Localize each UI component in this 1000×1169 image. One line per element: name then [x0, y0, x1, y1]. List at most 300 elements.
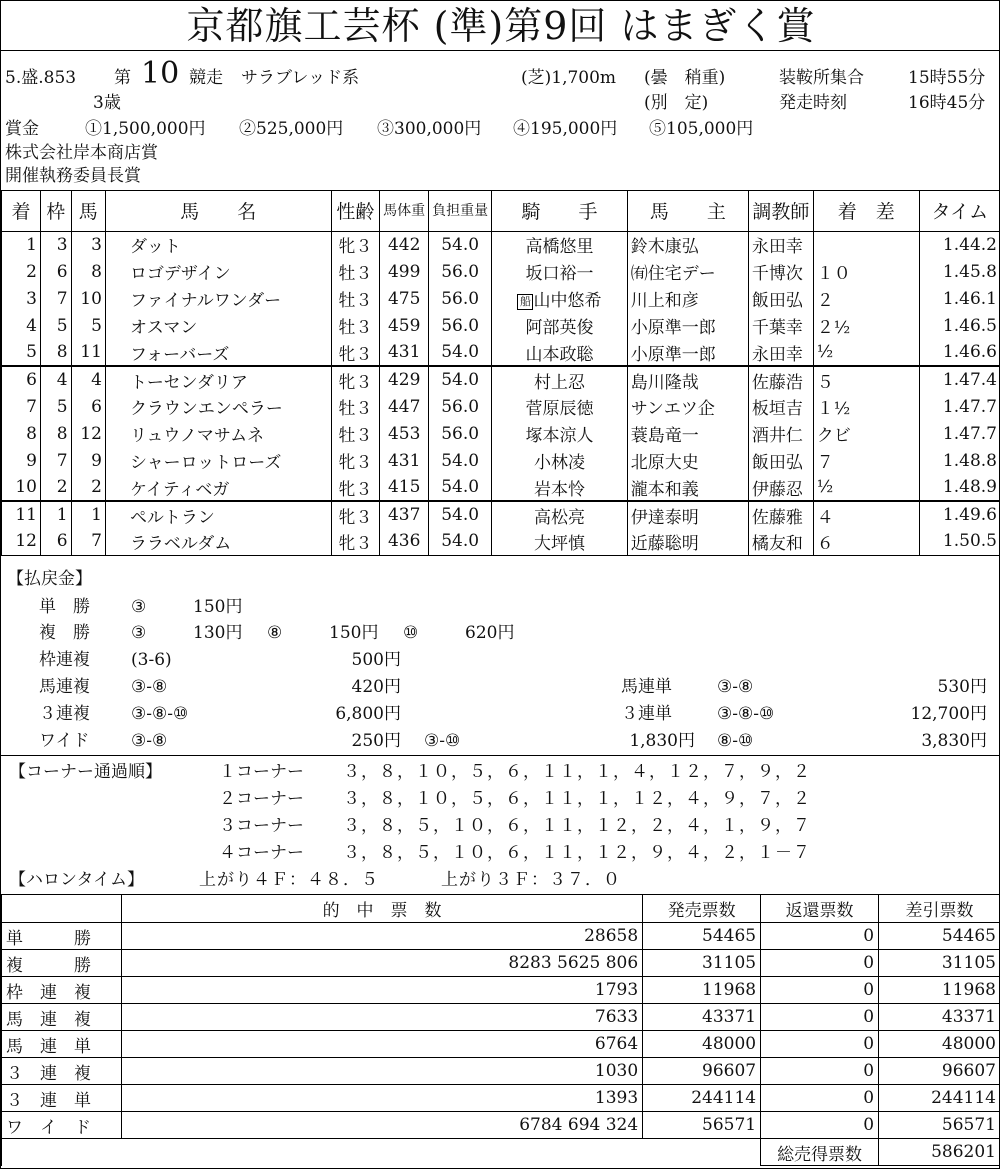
cell-trainer: 永田幸	[748, 231, 813, 258]
result-row	[2, 231, 1000, 258]
result-row	[2, 312, 1000, 339]
race-info	[1, 51, 1000, 191]
cell-horse: トーセンダリア	[105, 366, 331, 393]
cell-waku: 8	[40, 420, 71, 447]
wide-amount-3: 3,830円	[921, 731, 987, 751]
cell-owner: 小原準一郎	[627, 312, 748, 339]
cell-trainer: 飯田弘	[748, 447, 813, 474]
cell-pos: 12	[2, 528, 41, 555]
sales-cell-sold: 96607	[643, 1058, 761, 1085]
sales-cell-hit: 7633	[121, 1004, 642, 1031]
result-row	[2, 528, 1000, 555]
cell-jockey: 塚本涼人	[492, 420, 628, 447]
wakuren-label: 枠連複	[39, 650, 90, 670]
cell-sexage: 牡３	[331, 285, 380, 312]
umaren-amount: 420円	[351, 677, 401, 697]
cell-trainer: 橘友和	[748, 528, 813, 555]
cell-owner: 島川隆哉	[627, 366, 748, 393]
cell-trainer: 佐藤浩	[748, 366, 813, 393]
sales-row	[2, 1112, 1000, 1139]
sales-cell-net: 43371	[879, 1004, 1000, 1031]
cell-sexage: 牝３	[331, 528, 380, 555]
furlong-heading: 【ハロンタイム】	[9, 870, 144, 890]
cell-num: 11	[71, 339, 105, 366]
cell-sexage: 牝３	[331, 474, 380, 501]
cell-load: 54.0	[429, 366, 492, 393]
sales-cell-refund: 0	[761, 1058, 879, 1085]
cell-trainer: 酒井仁	[748, 420, 813, 447]
cell-time: 1.46.6	[919, 339, 1000, 366]
cell-margin: １½	[813, 393, 919, 420]
sales-cell-sold: 11968	[643, 977, 761, 1004]
cell-pos: 9	[2, 447, 41, 474]
cell-margin: ２½	[813, 312, 919, 339]
cell-jockey: 大坪慎	[492, 528, 628, 555]
sales-row	[2, 950, 1000, 977]
cell-waku: 3	[40, 231, 71, 258]
result-row	[2, 366, 1000, 393]
cell-horse: ロゴデザイン	[105, 258, 331, 285]
cell-num: 7	[71, 528, 105, 555]
start-label: 発走時刻	[779, 93, 847, 113]
cell-num: 6	[71, 393, 105, 420]
sales-cell-hit: 1793	[121, 977, 642, 1004]
sales-total-value: 586201	[879, 1139, 1000, 1166]
result-row	[2, 258, 1000, 285]
cell-jockey: 村上忍	[492, 366, 628, 393]
fukusho-combo-1: ③	[131, 623, 147, 643]
sales-cell-net: 31105	[879, 950, 1000, 977]
sales-corner-cell	[2, 895, 122, 923]
sales-cell-label: 単 勝	[2, 923, 122, 950]
corner-4-order: ３，８，５，１０，６，１１，１２，９，４，２，１－７	[343, 843, 811, 863]
sales-row	[2, 1085, 1000, 1112]
cell-time: 1.46.5	[919, 312, 1000, 339]
cell-load: 54.0	[429, 501, 492, 528]
sanrenpuku-amount: 6,800円	[335, 704, 401, 724]
sales-row	[2, 1031, 1000, 1058]
wide-amount-1: 250円	[351, 731, 401, 751]
cell-owner: 小原準一郎	[627, 339, 748, 366]
cell-sexage: 牝３	[331, 339, 380, 366]
cell-waku: 5	[40, 393, 71, 420]
cell-jockey: 阿部英俊	[492, 312, 628, 339]
sales-cell-refund: 0	[761, 1112, 879, 1139]
cell-pos: 7	[2, 393, 41, 420]
weather-condition: (曇 稍重)	[644, 68, 726, 88]
cell-weight: 429	[380, 366, 429, 393]
cell-weight: 442	[380, 231, 429, 258]
results-header	[2, 191, 1000, 231]
corner-1-order: ３，８，１０，５，６，１１，１，４，１２，７，９，２	[343, 762, 811, 782]
sales-cell-net: 244114	[879, 1085, 1000, 1112]
col-owner: 馬 主	[627, 191, 748, 231]
sales-cell-hit: 28658	[121, 923, 642, 950]
col-weight: 馬体重	[380, 191, 429, 231]
corner-3-order: ３，８，５，１０，６，１１，１２，２，４，１，９，７	[343, 816, 811, 836]
jockey-name: 山中悠希	[533, 291, 602, 311]
prize-5: ⑤105,000円	[649, 119, 754, 139]
col-time: タイム	[919, 191, 1000, 231]
corner-3-label: ３コーナー	[219, 816, 304, 836]
fukusho-amount-1: 130円	[193, 623, 243, 643]
wide-combo-2: ③-⑩	[424, 731, 461, 751]
sales-table	[1, 894, 1000, 1166]
prize-label: 賞金	[5, 119, 39, 139]
cell-weight: 431	[380, 447, 429, 474]
cell-trainer: 伊藤忍	[748, 474, 813, 501]
cell-pos: 1	[2, 231, 41, 258]
cell-load: 56.0	[429, 312, 492, 339]
cell-time: 1.47.7	[919, 393, 1000, 420]
last-3f: 上がり３Ｆ：３７．０	[441, 870, 621, 890]
corner-section	[1, 757, 1000, 895]
result-row	[2, 447, 1000, 474]
cell-margin: ½	[813, 339, 919, 366]
cell-horse: ファイナルワンダー	[105, 285, 331, 312]
cell-load: 54.0	[429, 528, 492, 555]
sales-cell-label: ３ 連 複	[2, 1058, 122, 1085]
sales-row	[2, 977, 1000, 1004]
corner-1-label: １コーナー	[219, 762, 304, 782]
award-committee: 開催執務委員長賞	[5, 166, 141, 186]
result-row	[2, 339, 1000, 366]
cell-trainer: 佐藤雅	[748, 501, 813, 528]
cell-jockey: 岩本怜	[492, 474, 628, 501]
cell-horse: オスマン	[105, 312, 331, 339]
assemble-label: 装鞍所集合	[779, 68, 864, 88]
cell-owner: 川上和彦	[627, 285, 748, 312]
sales-total-row	[2, 1139, 1000, 1166]
cell-waku: 7	[40, 285, 71, 312]
corner-heading: 【コーナー通過順】	[9, 762, 162, 782]
cell-waku: 6	[40, 258, 71, 285]
cell-jockey: 菅原辰徳	[492, 393, 628, 420]
cell-horse: クラウンエンペラー	[105, 393, 331, 420]
cell-time: 1.47.7	[919, 420, 1000, 447]
cell-owner: 瀧本和義	[627, 474, 748, 501]
assemble-time: 15時55分	[908, 68, 986, 88]
cell-horse: ペルトラン	[105, 501, 331, 528]
sales-cell-label: ワ イ ド	[2, 1112, 122, 1139]
payout-section	[1, 564, 1000, 756]
cell-pos: 3	[2, 285, 41, 312]
result-row	[2, 285, 1000, 312]
sales-cell-refund: 0	[761, 923, 879, 950]
col-num: 馬	[71, 191, 105, 231]
cell-waku: 1	[40, 501, 71, 528]
cell-weight: 431	[380, 339, 429, 366]
col-jockey: 騎 手	[492, 191, 628, 231]
cell-owner: 鈴木康弘	[627, 231, 748, 258]
cell-load: 56.0	[429, 393, 492, 420]
cell-horse: リュウノマサムネ	[105, 420, 331, 447]
col-refund: 返還票数	[761, 895, 879, 923]
cell-sexage: 牝３	[331, 366, 380, 393]
tansho-combo: ③	[131, 597, 147, 617]
cell-time: 1.46.1	[919, 285, 1000, 312]
cell-time: 1.50.5	[919, 528, 1000, 555]
sales-cell-refund: 0	[761, 950, 879, 977]
cell-sexage: 牡３	[331, 258, 380, 285]
cell-horse: ララベルダム	[105, 528, 331, 555]
cell-waku: 2	[40, 474, 71, 501]
corner-2-order: ３，８，１０，５，６，１１，１，１２，４，９，７，２	[343, 789, 811, 809]
tansho-label: 単 勝	[39, 597, 90, 617]
wakuren-combo: (3-6)	[131, 650, 172, 670]
sales-cell-net: 56571	[879, 1112, 1000, 1139]
cell-sexage: 牝３	[331, 231, 380, 258]
cell-num: 10	[71, 285, 105, 312]
fukusho-amount-2: 150円	[329, 623, 379, 643]
sales-cell-hit: 1393	[121, 1085, 642, 1112]
cell-margin: ４	[813, 501, 919, 528]
cell-owner: サンエツ企	[627, 393, 748, 420]
sanrenpuku-label: ３連複	[39, 704, 90, 724]
cell-owner: ㈲住宅デー	[627, 258, 748, 285]
cell-time: 1.49.6	[919, 501, 1000, 528]
sales-cell-refund: 0	[761, 1031, 879, 1058]
sales-cell-refund: 0	[761, 1004, 879, 1031]
cell-margin: ７	[813, 447, 919, 474]
corner-4-label: ４コーナー	[219, 843, 304, 863]
umatan-amount: 530円	[937, 677, 987, 697]
sales-cell-net: 54465	[879, 923, 1000, 950]
sales-cell-refund: 0	[761, 977, 879, 1004]
cell-owner: 近藤聡明	[627, 528, 748, 555]
col-horse: 馬 名	[105, 191, 331, 231]
cell-margin: ２	[813, 285, 919, 312]
col-hit: 的 中 票 数	[121, 895, 642, 923]
cell-pos: 6	[2, 366, 41, 393]
race-title: 京都旗工芸杯 (準)第9回 はまぎく賞	[1, 1, 1000, 51]
cell-sexage: 牝３	[331, 501, 380, 528]
sales-cell-hit: 6764	[121, 1031, 642, 1058]
cell-owner: 北原大史	[627, 447, 748, 474]
col-margin: 着 差	[813, 191, 919, 231]
col-trainer: 調教師	[748, 191, 813, 231]
cell-weight: 453	[380, 420, 429, 447]
sales-cell-sold: 244114	[643, 1085, 761, 1112]
cell-weight: 436	[380, 528, 429, 555]
cell-pos: 11	[2, 501, 41, 528]
cell-load: 54.0	[429, 474, 492, 501]
cell-pos: 4	[2, 312, 41, 339]
cell-pos: 2	[2, 258, 41, 285]
col-load: 負担重量	[429, 191, 492, 231]
cell-sexage: 牝３	[331, 447, 380, 474]
sales-cell-sold: 54465	[643, 923, 761, 950]
umaren-combo: ③-⑧	[131, 677, 168, 697]
sales-total-spacer	[2, 1139, 761, 1166]
cell-load: 56.0	[429, 420, 492, 447]
sales-header	[2, 895, 1000, 923]
umaren-label: 馬連複	[39, 677, 90, 697]
prize-1: ①1,500,000円	[85, 119, 206, 139]
wide-combo-3: ⑧-⑩	[717, 731, 754, 751]
col-waku: 枠	[40, 191, 71, 231]
sales-cell-label: ３ 連 単	[2, 1085, 122, 1112]
cell-num: 3	[71, 231, 105, 258]
cell-waku: 8	[40, 339, 71, 366]
cell-jockey: 高松亮	[492, 501, 628, 528]
cell-time: 1.45.8	[919, 258, 1000, 285]
cell-pos: 5	[2, 339, 41, 366]
cell-load: 56.0	[429, 285, 492, 312]
breed: サラブレッド系	[241, 68, 360, 88]
cell-num: 2	[71, 474, 105, 501]
cell-horse: ケイティベガ	[105, 474, 331, 501]
fukusho-label: 複 勝	[39, 623, 90, 643]
cell-weight: 459	[380, 312, 429, 339]
cell-sexage: 牡３	[331, 393, 380, 420]
sales-cell-label: 馬 連 単	[2, 1031, 122, 1058]
umatan-label: 馬連単	[621, 677, 672, 697]
tansho-amount: 150円	[193, 597, 243, 617]
wide-label: ワイド	[39, 731, 90, 751]
cell-load: 54.0	[429, 231, 492, 258]
umatan-combo: ③-⑧	[717, 677, 754, 697]
cell-owner: 伊達泰明	[627, 501, 748, 528]
prize-2: ②525,000円	[239, 119, 344, 139]
sales-cell-sold: 56571	[643, 1112, 761, 1139]
sales-cell-hit: 6784 694 324	[121, 1112, 642, 1139]
age-class: 3歳	[93, 93, 121, 113]
cell-owner: 蓑島竜一	[627, 420, 748, 447]
race-number: 10	[141, 56, 180, 91]
cell-margin	[813, 231, 919, 258]
start-time: 16時45分	[908, 93, 986, 113]
cell-jockey: 山本政聡	[492, 339, 628, 366]
fukusho-combo-3: ⑩	[403, 623, 419, 643]
cell-weight: 447	[380, 393, 429, 420]
cell-jockey: 小林凌	[492, 447, 628, 474]
cell-weight: 437	[380, 501, 429, 528]
cell-trainer: 板垣吉	[748, 393, 813, 420]
sales-cell-label: 馬 連 複	[2, 1004, 122, 1031]
corner-2-label: ２コーナー	[219, 789, 304, 809]
cell-num: 5	[71, 312, 105, 339]
sales-cell-net: 96607	[879, 1058, 1000, 1085]
result-row	[2, 420, 1000, 447]
cell-time: 1.48.9	[919, 474, 1000, 501]
wide-amount-2: 1,830円	[629, 731, 695, 751]
cell-time: 1.47.4	[919, 366, 1000, 393]
col-net: 差引票数	[879, 895, 1000, 923]
kyoso-label: 競走	[189, 68, 223, 88]
award-sponsor: 株式会社岸本商店賞	[5, 143, 158, 163]
sales-row	[2, 923, 1000, 950]
cell-load: 54.0	[429, 339, 492, 366]
dai-label: 第	[114, 68, 131, 88]
cell-pos: 10	[2, 474, 41, 501]
prize-4: ④195,000円	[513, 119, 618, 139]
fukusho-combo-2: ⑧	[267, 623, 283, 643]
cell-waku: 7	[40, 447, 71, 474]
sales-row	[2, 1058, 1000, 1085]
sales-cell-net: 11968	[879, 977, 1000, 1004]
sales-cell-sold: 48000	[643, 1031, 761, 1058]
jockey-mark: 船	[517, 294, 533, 310]
cell-weight: 475	[380, 285, 429, 312]
cell-sexage: 牡３	[331, 312, 380, 339]
cell-time: 1.44.2	[919, 231, 1000, 258]
cell-num: 4	[71, 366, 105, 393]
cell-trainer: 千葉幸	[748, 312, 813, 339]
sales-cell-hit: 8283 5625 806	[121, 950, 642, 977]
sales-cell-net: 48000	[879, 1031, 1000, 1058]
sanrentan-label: ３連単	[621, 704, 672, 724]
cell-jockey: 高橋悠里	[492, 231, 628, 258]
cell-waku: 5	[40, 312, 71, 339]
cell-num: 1	[71, 501, 105, 528]
cell-trainer: 飯田弘	[748, 285, 813, 312]
cell-horse: シャーロットローズ	[105, 447, 331, 474]
sales-cell-sold: 43371	[643, 1004, 761, 1031]
cell-num: 8	[71, 258, 105, 285]
cell-load: 56.0	[429, 258, 492, 285]
cell-margin: ６	[813, 528, 919, 555]
course: (芝)1,700m	[521, 68, 617, 88]
cell-trainer: 永田幸	[748, 339, 813, 366]
wakuren-amount: 500円	[351, 650, 401, 670]
cell-sexage: 牡３	[331, 420, 380, 447]
cell-horse: フォーバーズ	[105, 339, 331, 366]
sanrenpuku-combo: ③-⑧-⑩	[131, 704, 189, 724]
last-4f: 上がり４Ｆ：４８．５	[199, 870, 379, 890]
wide-combo-1: ③-⑧	[131, 731, 168, 751]
result-row	[2, 393, 1000, 420]
cell-trainer: 千博次	[748, 258, 813, 285]
cell-margin: ５	[813, 366, 919, 393]
sales-row	[2, 1004, 1000, 1031]
cell-margin: クビ	[813, 420, 919, 447]
cell-weight: 415	[380, 474, 429, 501]
col-sexage: 性齢	[331, 191, 380, 231]
sales-total-label: 総売得票数	[761, 1139, 879, 1166]
sales-cell-hit: 1030	[121, 1058, 642, 1085]
cell-jockey	[492, 285, 628, 312]
sales-cell-label: 枠 連 複	[2, 977, 122, 1004]
cell-margin: ½	[813, 474, 919, 501]
cell-waku: 4	[40, 366, 71, 393]
weight-condition: (別 定)	[644, 93, 709, 113]
col-pos: 着	[2, 191, 41, 231]
sanrentan-amount: 12,700円	[910, 704, 987, 724]
sales-cell-sold: 31105	[643, 950, 761, 977]
cell-weight: 499	[380, 258, 429, 285]
date-code: 5.盛.853	[5, 68, 77, 88]
sales-cell-refund: 0	[761, 1085, 879, 1112]
col-sold: 発売票数	[643, 895, 761, 923]
results-table	[1, 191, 1000, 556]
result-row	[2, 474, 1000, 501]
cell-horse: ダット	[105, 231, 331, 258]
cell-load: 54.0	[429, 447, 492, 474]
cell-time: 1.48.8	[919, 447, 1000, 474]
cell-pos: 8	[2, 420, 41, 447]
cell-num: 9	[71, 447, 105, 474]
payout-heading: 【払戻金】	[7, 569, 92, 589]
cell-jockey: 坂口裕一	[492, 258, 628, 285]
sanrentan-combo: ③-⑧-⑩	[717, 704, 775, 724]
cell-margin: １０	[813, 258, 919, 285]
prize-3: ③300,000円	[377, 119, 482, 139]
sales-cell-label: 複 勝	[2, 950, 122, 977]
result-row	[2, 501, 1000, 528]
cell-waku: 6	[40, 528, 71, 555]
cell-num: 12	[71, 420, 105, 447]
